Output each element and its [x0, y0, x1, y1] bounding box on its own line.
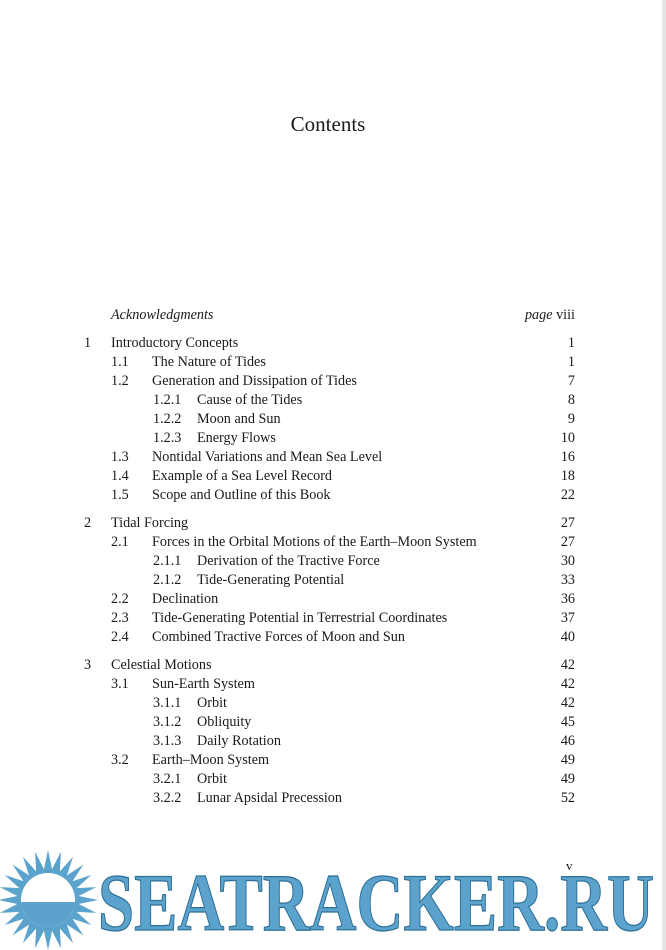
toc-section-1-3[interactable]: [0, 448, 666, 467]
chapter-number: 2: [84, 515, 92, 531]
section-number: 1.2: [111, 373, 129, 389]
section-number: 3.1: [111, 676, 129, 692]
sun-icon: [0, 850, 98, 950]
toc-subsection-2-1-2[interactable]: [0, 571, 666, 590]
toc-subsection-1-2-2[interactable]: [0, 410, 666, 429]
subsection-title: Cause of the Tides: [197, 392, 303, 408]
subsection-number: 3.2.1: [153, 771, 182, 787]
toc-section-2-3[interactable]: [0, 609, 666, 628]
page-folio: v: [566, 858, 573, 873]
section-title: Example of a Sea Level Record: [152, 468, 333, 484]
toc-subsection-3-1-2[interactable]: [0, 713, 666, 732]
subsection-page-number: 45: [560, 714, 575, 730]
watermark: [0, 846, 666, 950]
subsection-title: Tide-Generating Potential: [197, 572, 345, 588]
toc-acknowledgments[interactable]: [0, 306, 666, 325]
subsection-number: 1.2.3: [153, 430, 182, 446]
section-title: Forces in the Orbital Motions of the Earth–Moon System: [152, 534, 477, 550]
section-title: Sun-Earth System: [152, 676, 255, 692]
subsection-number: 1.2.2: [153, 411, 182, 427]
section-title: The Nature of Tides: [152, 354, 266, 370]
chapter-page-number: 27: [560, 515, 575, 531]
subsection-title: Daily Rotation: [197, 733, 281, 749]
section-page-number: 18: [560, 468, 575, 484]
toc-subsection-3-2-2[interactable]: [0, 789, 666, 808]
subsection-page-number: 9: [567, 411, 575, 427]
section-number: 2.4: [111, 629, 129, 645]
subsection-number: 2.1.2: [153, 572, 182, 588]
subsection-number: 3.1.2: [153, 714, 182, 730]
section-page-number: 37: [560, 610, 575, 626]
acknowledgments-page-number: viii: [556, 307, 575, 323]
subsection-page-number: 46: [560, 733, 575, 749]
toc-section-1-1[interactable]: [0, 353, 666, 372]
section-title: Earth–Moon System: [152, 752, 270, 768]
subsection-number: 1.2.1: [153, 392, 182, 408]
chapter-number: 1: [84, 335, 92, 351]
toc-subsection-3-2-1[interactable]: [0, 770, 666, 789]
toc-section-1-4[interactable]: [0, 467, 666, 486]
toc-subsection-3-1-1[interactable]: [0, 694, 666, 713]
toc-subsection-2-1-1[interactable]: [0, 552, 666, 571]
toc-section-2-1[interactable]: [0, 533, 666, 552]
chapter-title: Tidal Forcing: [111, 515, 189, 531]
subsection-number: 2.1.1: [153, 553, 182, 569]
subsection-title: Energy Flows: [197, 430, 276, 446]
subsection-title: Lunar Apsidal Precession: [197, 790, 342, 806]
subsection-title: Derivation of the Tractive Force: [197, 553, 380, 569]
toc-section-3-2[interactable]: [0, 751, 666, 770]
section-title: Nontidal Variations and Mean Sea Level: [152, 449, 383, 465]
subsection-page-number: 52: [560, 790, 575, 806]
chapter-title: Celestial Motions: [111, 657, 212, 673]
subsection-page-number: 33: [560, 572, 575, 588]
subsection-title: Obliquity: [197, 714, 252, 730]
chapter-title: Introductory Concepts: [111, 335, 239, 351]
section-number: 1.1: [111, 354, 129, 370]
section-page-number: 1: [567, 354, 575, 370]
section-page-number: 16: [560, 449, 575, 465]
watermark-text: SEATRACKER.RU: [98, 857, 654, 948]
chapter-page-number: 42: [560, 657, 575, 673]
section-number: 2.1: [111, 534, 129, 550]
section-title: Combined Tractive Forces of Moon and Sun: [152, 629, 405, 645]
toc-section-3-1[interactable]: [0, 675, 666, 694]
toc-subsection-3-1-3[interactable]: [0, 732, 666, 751]
section-page-number: 40: [560, 629, 575, 645]
toc-subsection-1-2-3[interactable]: [0, 429, 666, 448]
chapter-number: 3: [84, 657, 92, 673]
section-page-number: 42: [560, 676, 575, 692]
subsection-title: Moon and Sun: [197, 411, 281, 427]
section-title: Tide-Generating Potential in Terrestrial Coordinates: [152, 610, 448, 626]
acknowledgments-label: Acknowledgments: [111, 307, 214, 323]
section-number: 3.2: [111, 752, 129, 768]
section-page-number: 22: [560, 487, 575, 503]
section-number: 2.2: [111, 591, 129, 607]
toc-chapter-1[interactable]: [0, 334, 666, 353]
subsection-number: 3.1.3: [153, 733, 182, 749]
subsection-page-number: 30: [560, 553, 575, 569]
toc-section-1-2[interactable]: [0, 372, 666, 391]
toc-subsection-1-2-1[interactable]: [0, 391, 666, 410]
subsection-page-number: 8: [567, 392, 575, 408]
section-number: 2.3: [111, 610, 129, 626]
section-page-number: 27: [560, 534, 575, 550]
subsection-number: 3.2.2: [153, 790, 182, 806]
section-number: 1.4: [111, 468, 129, 484]
toc-section-2-4[interactable]: [0, 628, 666, 647]
section-title: Generation and Dissipation of Tides: [152, 373, 357, 389]
section-page-number: 7: [567, 373, 575, 389]
subsection-page-number: 49: [560, 771, 575, 787]
toc-chapter-2[interactable]: [0, 514, 666, 533]
section-number: 1.5: [111, 487, 129, 503]
page-title: Contents: [290, 112, 366, 136]
section-title: Scope and Outline of this Book: [152, 487, 331, 503]
section-page-number: 36: [560, 591, 575, 607]
subsection-page-number: 42: [560, 695, 575, 711]
section-page-number: 49: [560, 752, 575, 768]
page-prefix: page: [524, 307, 553, 323]
subsection-title: Orbit: [197, 695, 227, 711]
subsection-number: 3.1.1: [153, 695, 182, 711]
section-number: 1.3: [111, 449, 129, 465]
acknowledgments-page: [525, 306, 575, 325]
subsection-title: Orbit: [197, 771, 227, 787]
toc-chapter-3[interactable]: [0, 656, 666, 675]
toc-section-1-5[interactable]: [0, 486, 666, 505]
toc-section-2-2[interactable]: [0, 590, 666, 609]
subsection-page-number: 10: [560, 430, 575, 446]
chapter-page-number: 1: [567, 335, 575, 351]
section-title: Declination: [152, 591, 219, 607]
